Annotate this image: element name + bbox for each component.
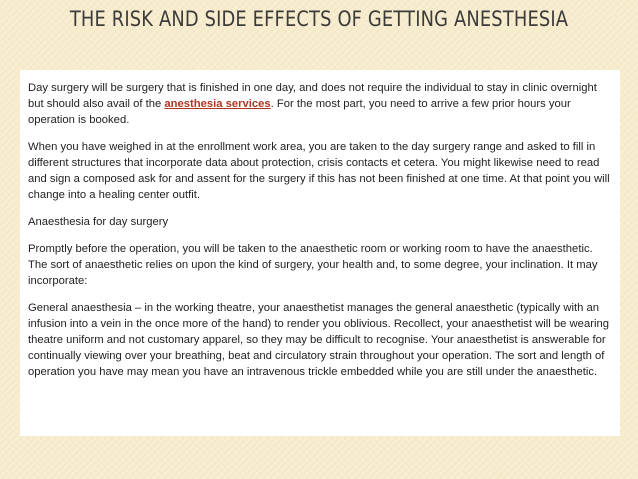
paragraph-enrollment: When you have weighed in at the enrollment work area, you are taken to the day surgery range and asked to fill in different structures that incorporate data about protection, crisis contacts et cetera. You might likewise need to read and sign a composed ask for and assent for the surgery if this has not been finished at one time. At that point you will change into a healing center outfit. xyxy=(28,141,610,201)
anesthesia-services-link[interactable]: anesthesia services xyxy=(164,98,271,110)
paragraph-before-operation: Promptly before the operation, you will be taken to the anaesthetic room or working room to have the anaesthetic. The sort of anaesthetic relies on upon the kind of surgery, your health and, to some degree, your inclination. It may incorporate: xyxy=(28,243,598,287)
content-box xyxy=(20,70,620,436)
paragraph-1-text-before-link: Day surgery will be surgery that is finished in one day, and does not require the individual to stay in clinic overnight but should also avail of the xyxy=(28,82,597,110)
slide-title: THE RISK AND SIDE EFFECTS OF GETTING ANESTHESIA xyxy=(69,7,569,32)
paragraph-subheading-anaesthesia: Anaesthesia for day surgery xyxy=(28,216,169,228)
paragraph-1-text-after-link: . For the most part, you need to arrive a few prior hours your operation is booked. xyxy=(28,98,571,126)
paragraph-day-surgery-intro xyxy=(28,80,612,128)
paragraph-general-anaesthesia: General anaesthesia – in the working theatre, your anaesthetist manages the general anaesthetic (typically with an infusion into a vein in the once more of the hand) to render you oblivious. Recollect, your anaesthetist will be wearing theatre uniform and not customary apparel, so they may be difficult to recognise. Your anaesthetist is answerable for continually viewing over your breathing, beat and circulatory strain throughout your operation. The sort and length of operation you have may mean you have an intravenous trickle embedded while you are still under the anaesthetic. xyxy=(28,302,609,378)
